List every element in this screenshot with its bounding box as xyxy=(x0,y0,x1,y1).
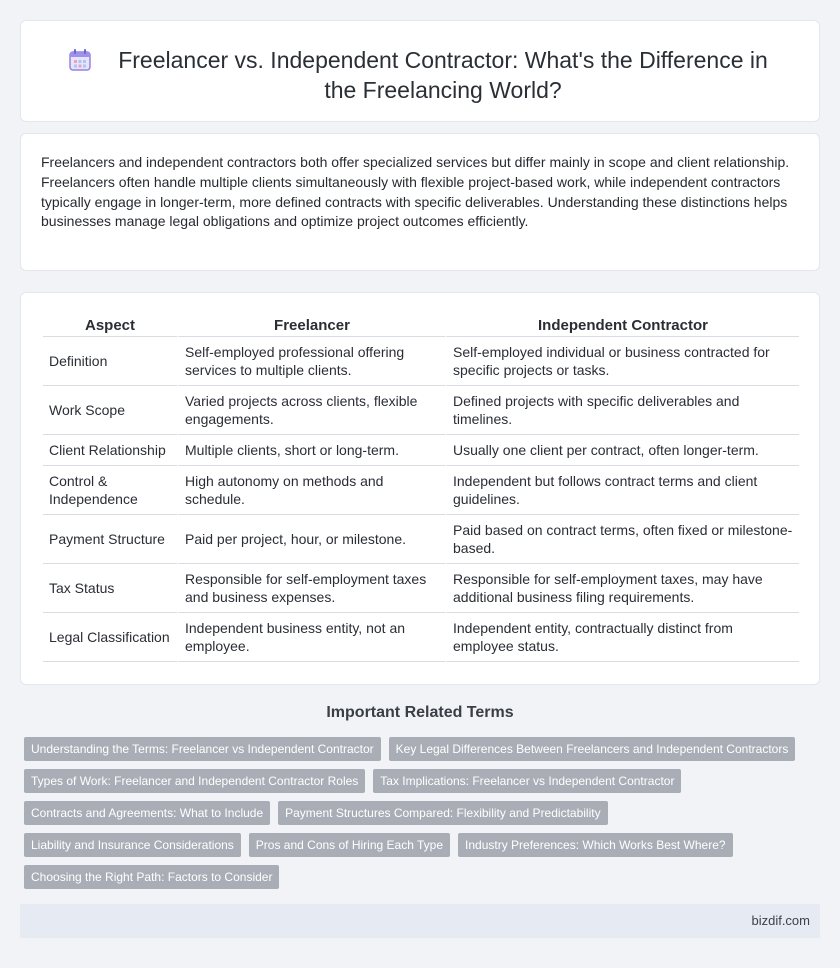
table-row xyxy=(43,466,799,515)
related-term-tag[interactable]: Types of Work: Freelancer and Independent Contractor Roles xyxy=(24,769,365,793)
row-aspect: Definition xyxy=(43,337,177,386)
related-term-tag[interactable]: Industry Preferences: Which Works Best Where? xyxy=(458,833,733,857)
row-aspect: Control & Independence xyxy=(43,466,177,515)
row-aspect: Tax Status xyxy=(43,564,177,613)
row-freelancer: Multiple clients, short or long-term. xyxy=(177,435,445,466)
related-term-tag[interactable]: Pros and Cons of Hiring Each Type xyxy=(249,833,450,857)
related-term-tag[interactable]: Choosing the Right Path: Factors to Consider xyxy=(24,865,279,889)
header-independent-contractor: Independent Contractor xyxy=(445,315,799,337)
comparison-table-card xyxy=(20,292,820,685)
row-contractor: Responsible for self-employment taxes, may have additional business filing requirements. xyxy=(445,564,799,613)
related-term-tag[interactable]: Tax Implications: Freelancer vs Independent Contractor xyxy=(373,769,681,793)
calendar-icon xyxy=(67,47,93,73)
related-terms-heading: Important Related Terms xyxy=(326,704,514,721)
header-aspect: Aspect xyxy=(43,315,177,337)
row-contractor: Usually one client per contract, often longer-term. xyxy=(445,435,799,466)
related-terms-list xyxy=(24,737,804,889)
footer xyxy=(20,904,820,938)
title-card xyxy=(20,20,820,122)
row-freelancer: Responsible for self-employment taxes and business expenses. xyxy=(177,564,445,613)
row-aspect: Work Scope xyxy=(43,386,177,435)
intro-card xyxy=(20,133,820,271)
footer-site-link[interactable]: bizdif.com xyxy=(751,913,810,928)
table-row xyxy=(43,435,799,466)
table-row xyxy=(43,564,799,613)
row-aspect: Payment Structure xyxy=(43,515,177,564)
row-contractor: Self-employed individual or business contracted for specific projects or tasks. xyxy=(445,337,799,386)
table-row xyxy=(43,613,799,662)
row-freelancer: Independent business entity, not an employee. xyxy=(177,613,445,662)
related-term-tag[interactable]: Liability and Insurance Considerations xyxy=(24,833,241,857)
related-term-tag[interactable]: Contracts and Agreements: What to Include xyxy=(24,801,270,825)
row-freelancer: High autonomy on methods and schedule. xyxy=(177,466,445,515)
row-contractor: Paid based on contract terms, often fixed or milestone-based. xyxy=(445,515,799,564)
row-freelancer: Varied projects across clients, flexible engagements. xyxy=(177,386,445,435)
table-header-row xyxy=(43,315,799,337)
related-term-tag[interactable]: Understanding the Terms: Freelancer vs Independent Contractor xyxy=(24,737,381,761)
related-term-tag[interactable]: Key Legal Differences Between Freelancers and Independent Contractors xyxy=(389,737,796,761)
table-row xyxy=(43,337,799,386)
table-row xyxy=(43,515,799,564)
row-aspect: Client Relationship xyxy=(43,435,177,466)
table-row xyxy=(43,386,799,435)
related-term-tag[interactable]: Payment Structures Compared: Flexibility and Predictability xyxy=(278,801,607,825)
row-contractor: Defined projects with specific deliverables and timelines. xyxy=(445,386,799,435)
intro-paragraph: Freelancers and independent contractors both offer specialized services but differ mainly in scope and client relationship. Freelancers often handle multiple clients simultaneously with flexible project-based work, while independent contractors typically engage in longer-term, more defined contracts with specific deliverables. Understanding these distinctions helps businesses manage legal obligations and optimize project outcomes efficiently. xyxy=(41,154,790,230)
row-contractor: Independent but follows contract terms and client guidelines. xyxy=(445,466,799,515)
comparison-table xyxy=(43,315,799,662)
row-aspect: Legal Classification xyxy=(43,613,177,662)
page-title: Freelancer vs. Independent Contractor: What's the Difference in the Freelancing World? xyxy=(118,47,768,103)
row-contractor: Independent entity, contractually distinct from employee status. xyxy=(445,613,799,662)
header-freelancer: Freelancer xyxy=(177,315,445,337)
row-freelancer: Paid per project, hour, or milestone. xyxy=(177,515,445,564)
row-freelancer: Self-employed professional offering services to multiple clients. xyxy=(177,337,445,386)
